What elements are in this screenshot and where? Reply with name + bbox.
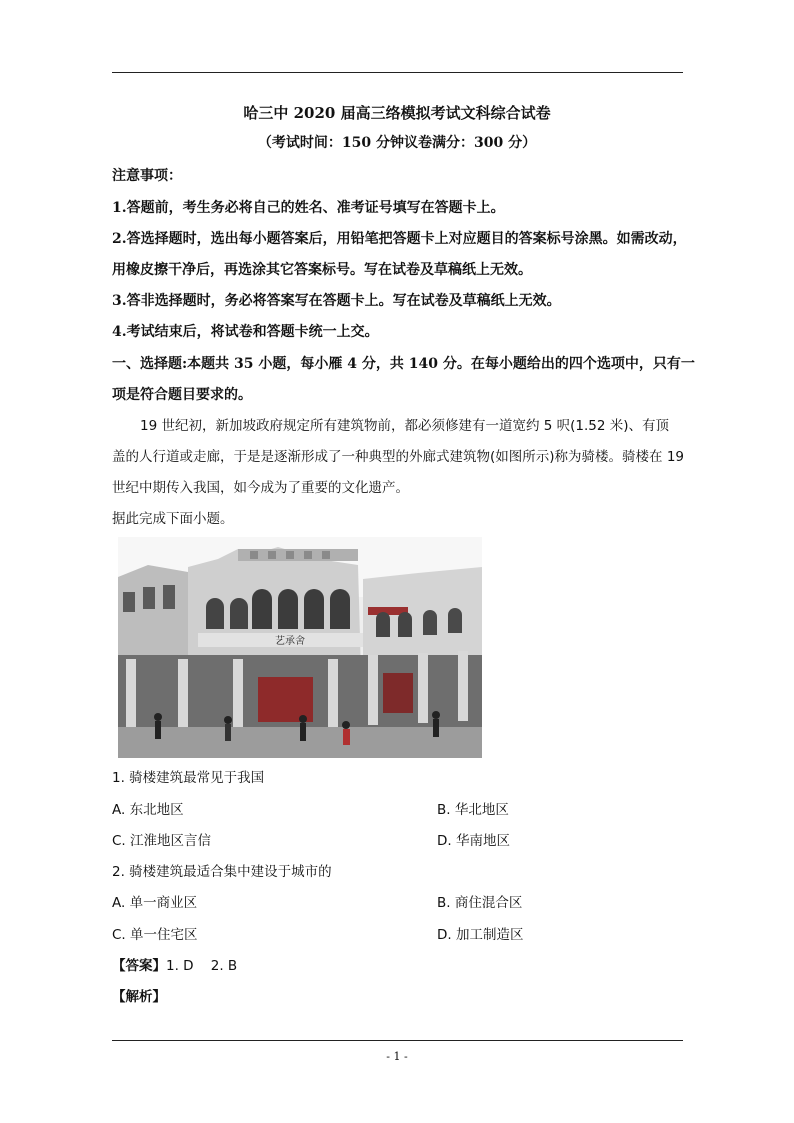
question-2-option-c: C. 单一住宅区 bbox=[112, 927, 198, 943]
question-1-stem: 1. 骑楼建筑最常见于我国 bbox=[112, 770, 265, 786]
exam-subtitle: （考试时间：150 分钟议卷满分：300 分） bbox=[257, 135, 537, 151]
section-instruction-cont: 项是符合题目要求的。 bbox=[112, 387, 252, 403]
passage-prompt: 据此完成下面小题。 bbox=[112, 511, 234, 527]
question-1-option-b: B. 华北地区 bbox=[437, 802, 509, 818]
notice-item-2: 2.答选择题时，选出每小题答案后，用铅笔把答题卡上对应题目的答案标号涂黑。如需改动， bbox=[112, 231, 687, 247]
question-1-option-c: C. 江淮地区言信 bbox=[112, 833, 212, 849]
question-1-option-a: A. 东北地区 bbox=[112, 802, 184, 818]
notice-item-3: 3.答非选择题时，务必将答案写在答题卡上。写在试卷及草稿纸上无效。 bbox=[112, 293, 561, 309]
analysis-label: 【解析】 bbox=[112, 989, 166, 1005]
shop-sign: 艺承舍 bbox=[275, 636, 305, 647]
exam-title: 哈三中 2020 届高三络模拟考试文科综合试卷 bbox=[243, 104, 551, 122]
question-2-option-b: B. 商住混合区 bbox=[437, 895, 523, 911]
section-instruction: 一、选择题:本题共 35 小题，每小雁 4 分，共 140 分。在每小题给出的四个选项中，只有一 bbox=[112, 356, 695, 372]
top-rule bbox=[112, 72, 683, 73]
question-2-option-a: A. 单一商业区 bbox=[112, 895, 198, 911]
notice-item-2-cont: 用橡皮擦干净后，再选涂其它答案标号。写在试卷及草稿纸上无效。 bbox=[112, 262, 532, 278]
question-2-option-d: D. 加工制造区 bbox=[437, 927, 524, 943]
passage-line-1: 19 世纪初，新加坡政府规定所有建筑物前，都必须修建有一道宽约 5 呎(1.52 米)、有顶 bbox=[140, 418, 670, 434]
notice-heading: 注意事项： bbox=[112, 168, 182, 184]
notice-item-4: 4.考试结束后，将试卷和答题卡统一上交。 bbox=[112, 324, 379, 340]
answer-label: 【答案】 bbox=[112, 958, 166, 974]
page-number: - 1 - bbox=[386, 1050, 408, 1063]
question-1-option-d: D. 华南地区 bbox=[437, 833, 510, 849]
answer-text: 1. D 2. B bbox=[166, 958, 238, 974]
arcade-building-photo bbox=[118, 537, 482, 758]
passage-line-3: 世纪中期传入我国，如今成为了重要的文化遗产。 bbox=[112, 480, 409, 496]
question-2-stem: 2. 骑楼建筑最适合集中建设于城市的 bbox=[112, 864, 332, 880]
passage-line-2: 盖的人行道或走廊，于是是逐渐形成了一种典型的外廊式建筑物(如图所示)称为骑楼。骑楼在 19 bbox=[112, 449, 685, 465]
answer-line bbox=[112, 956, 237, 976]
bottom-rule bbox=[112, 1040, 683, 1041]
notice-item-1: 1.答题前，考生务必将自己的姓名、准考证号填写在答题卡上。 bbox=[112, 200, 505, 216]
